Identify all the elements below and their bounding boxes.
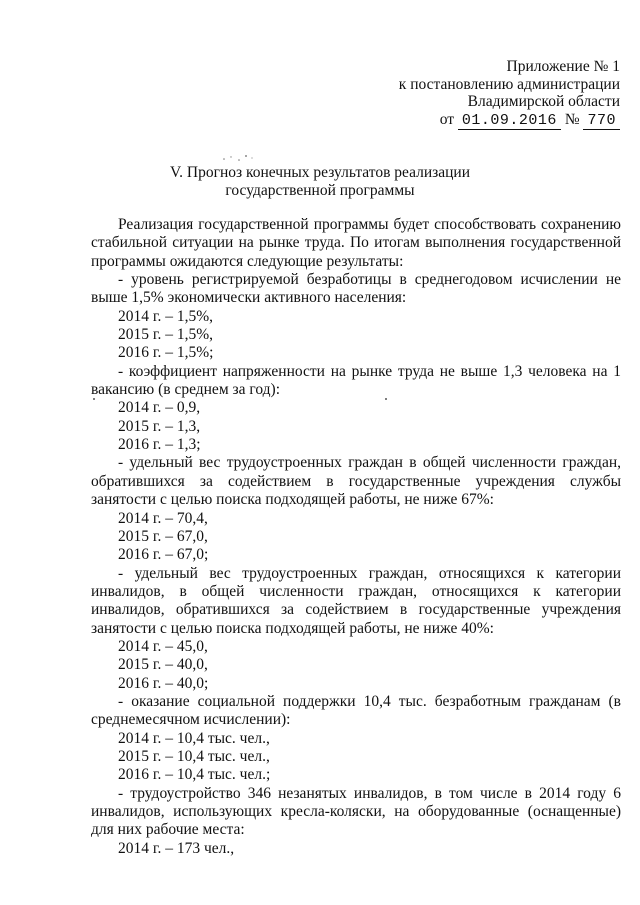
section-title-line-2: государственной программы	[225, 181, 415, 199]
scan-specks	[222, 154, 262, 162]
result-item-employed-share: - удельный вес трудоустроенных граждан в общей численности граждан, обратившихся за содействием в государственные учреждения службы занятости с целью поиска подходящей работы, не ниже 67%:	[91, 454, 621, 509]
year-value: 2014 г. – 10,4 тыс. чел.,	[118, 729, 270, 747]
number-prefix: №	[564, 110, 580, 128]
appendix-number: Приложение № 1	[506, 58, 620, 75]
appendix-region: Владимирской области	[467, 93, 620, 110]
appendix-header	[399, 58, 620, 130]
intro-paragraph: Реализация государственной программы будет способствовать сохранению стабильной ситуации на рынке труда. По итогам выполнения государственной программы ожидаются следующие результаты:	[91, 216, 621, 270]
date-prefix: от	[439, 110, 455, 128]
year-value: 2016 г. – 1,3;	[118, 436, 201, 454]
section-title-line-1: V. Прогноз конечных результатов реализации	[169, 164, 471, 181]
year-value: 2015 г. – 10,4 тыс. чел.,	[118, 747, 270, 765]
year-value: 2014 г. – 0,9,	[118, 399, 201, 417]
document-body	[91, 216, 621, 858]
year-value: 2015 г. – 1,3,	[118, 417, 201, 435]
result-item-unemployment: - уровень регистрируемой безработицы в среднегодовом исчислении не выше 1,5% экономически активного населения:	[91, 271, 621, 307]
year-value: 2015 г. – 1,5%,	[118, 326, 214, 344]
year-value: 2014 г. – 45,0,	[118, 637, 208, 655]
number-value: 770	[583, 113, 620, 130]
year-value: 2015 г. – 40,0,	[118, 656, 208, 674]
appendix-resolution-ref: к постановлению администрации	[398, 75, 620, 93]
result-item-tension-coefficient: - коэффициент напряженности на рынке труда не выше 1,3 человека на 1 вакансию (в среднем за год):	[91, 362, 621, 399]
year-value: 2016 г. – 40,0;	[118, 674, 209, 692]
section-title	[0, 164, 640, 199]
result-item-social-support: - оказание социальной поддержки 10,4 тыс. безработным гражданам (в среднемесячном исчислении):	[91, 692, 621, 729]
year-value: 2014 г. – 1,5%,	[118, 307, 214, 325]
result-item-disabled-employed-share: - удельный вес трудоустроенных граждан, относящихся к категории инвалидов, в общей численности граждан, относящихся к категории инвалидов, обратившихся за содействием в государственные учреждения занятости с целью поиска подходящей работы, не ниже 40%:	[91, 564, 621, 637]
year-value: 2014 г. – 70,4,	[118, 509, 208, 527]
year-value: 2016 г. – 67,0;	[118, 546, 209, 564]
year-value: 2014 г. – 173 чел.,	[118, 839, 235, 857]
appendix-date-line	[399, 111, 620, 130]
date-value: 01.09.2016	[458, 113, 561, 130]
result-item-disabled-employment: - трудоустройство 346 незанятых инвалидов, в том числе в 2014 году 6 инвалидов, использующих кресла-коляски, на оборудованные (оснащенные) для них рабочие места:	[91, 784, 621, 839]
year-value: 2016 г. – 10,4 тыс. чел.;	[118, 766, 271, 784]
year-value: 2016 г. – 1,5%;	[118, 344, 214, 362]
year-value: 2015 г. – 67,0,	[118, 527, 208, 545]
